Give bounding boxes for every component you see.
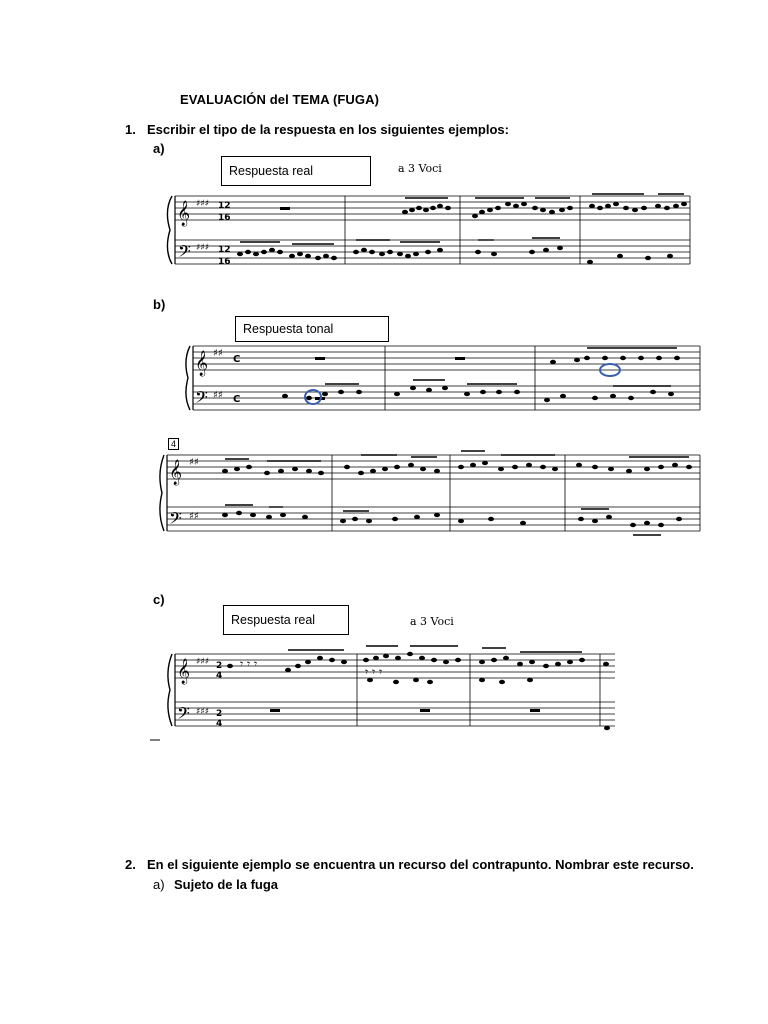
svg-text:♯♯♯: ♯♯♯: [196, 657, 210, 667]
item-a-label: a): [153, 141, 165, 156]
item-c-label: c): [153, 592, 165, 607]
svg-text:♯♯♯: ♯♯♯: [196, 199, 210, 209]
item-b-answer-box[interactable]: [235, 316, 389, 342]
svg-text:𝄞: 𝄞: [177, 659, 191, 684]
svg-text:𝄾 𝄾 𝄾: 𝄾 𝄾 𝄾: [240, 657, 258, 671]
svg-text:16: 16: [218, 213, 231, 223]
svg-text:2: 2: [216, 709, 223, 719]
svg-text:𝄢: 𝄢: [177, 703, 190, 727]
svg-text:C: C: [233, 354, 241, 365]
item-a-answer-box[interactable]: [221, 156, 371, 186]
measure-number-marker: 4: [168, 438, 179, 450]
question-1-text: Escribir el tipo de la respuesta en los siguientes ejemplos:: [147, 122, 509, 137]
score-example-a: [160, 190, 700, 280]
svg-text:2: 2: [216, 661, 223, 671]
svg-text:♯♯♯: ♯♯♯: [196, 707, 210, 717]
svg-text:𝄢: 𝄢: [178, 241, 191, 265]
question-2-text: En el siguiente ejemplo se encuentra un recurso del contrapunto. Nombrar este recurso.: [147, 857, 694, 872]
item-a-answer: Respuesta real: [229, 164, 314, 178]
item-a-voci-annotation: a 3 Voci: [398, 162, 442, 175]
svg-text:♯♯: ♯♯: [189, 511, 199, 522]
svg-text:C: C: [233, 394, 241, 405]
svg-text:12: 12: [218, 201, 231, 211]
page-title: EVALUACIÓN del TEMA (FUGA): [180, 92, 380, 107]
score-example-b-system-1: [185, 340, 705, 420]
question-2-sub-text: Sujeto de la fuga: [174, 877, 279, 892]
svg-text:𝄞: 𝄞: [169, 460, 183, 485]
svg-text:♯♯: ♯♯: [189, 457, 199, 468]
svg-text:♯♯♯: ♯♯♯: [196, 243, 210, 253]
item-c-answer: Respuesta real: [231, 613, 316, 627]
svg-text:𝄢: 𝄢: [195, 387, 208, 411]
svg-text:4: 4: [216, 719, 223, 729]
svg-text:♯♯: ♯♯: [213, 390, 223, 401]
svg-text:𝄞: 𝄞: [195, 351, 209, 376]
item-c-answer-box[interactable]: [223, 605, 349, 635]
item-b-label: b): [153, 297, 166, 312]
question-2-sub-label: a): [153, 877, 165, 892]
svg-text:𝄢: 𝄢: [169, 508, 182, 532]
svg-text:𝄞: 𝄞: [177, 201, 191, 226]
svg-text:16: 16: [218, 257, 231, 267]
item-c-voci-annotation: a 3 Voci: [410, 615, 454, 628]
svg-text:𝄾 𝄾 𝄾: 𝄾 𝄾 𝄾: [365, 665, 383, 679]
item-b-answer: Respuesta tonal: [243, 322, 334, 336]
question-1-number: 1.: [125, 122, 136, 137]
score-example-b-system-2: [155, 445, 705, 545]
score-example-c: [160, 640, 620, 750]
svg-text:12: 12: [218, 245, 231, 255]
svg-text:4: 4: [216, 671, 223, 681]
question-2-number: 2.: [125, 857, 136, 872]
svg-text:♯♯: ♯♯: [213, 348, 223, 359]
